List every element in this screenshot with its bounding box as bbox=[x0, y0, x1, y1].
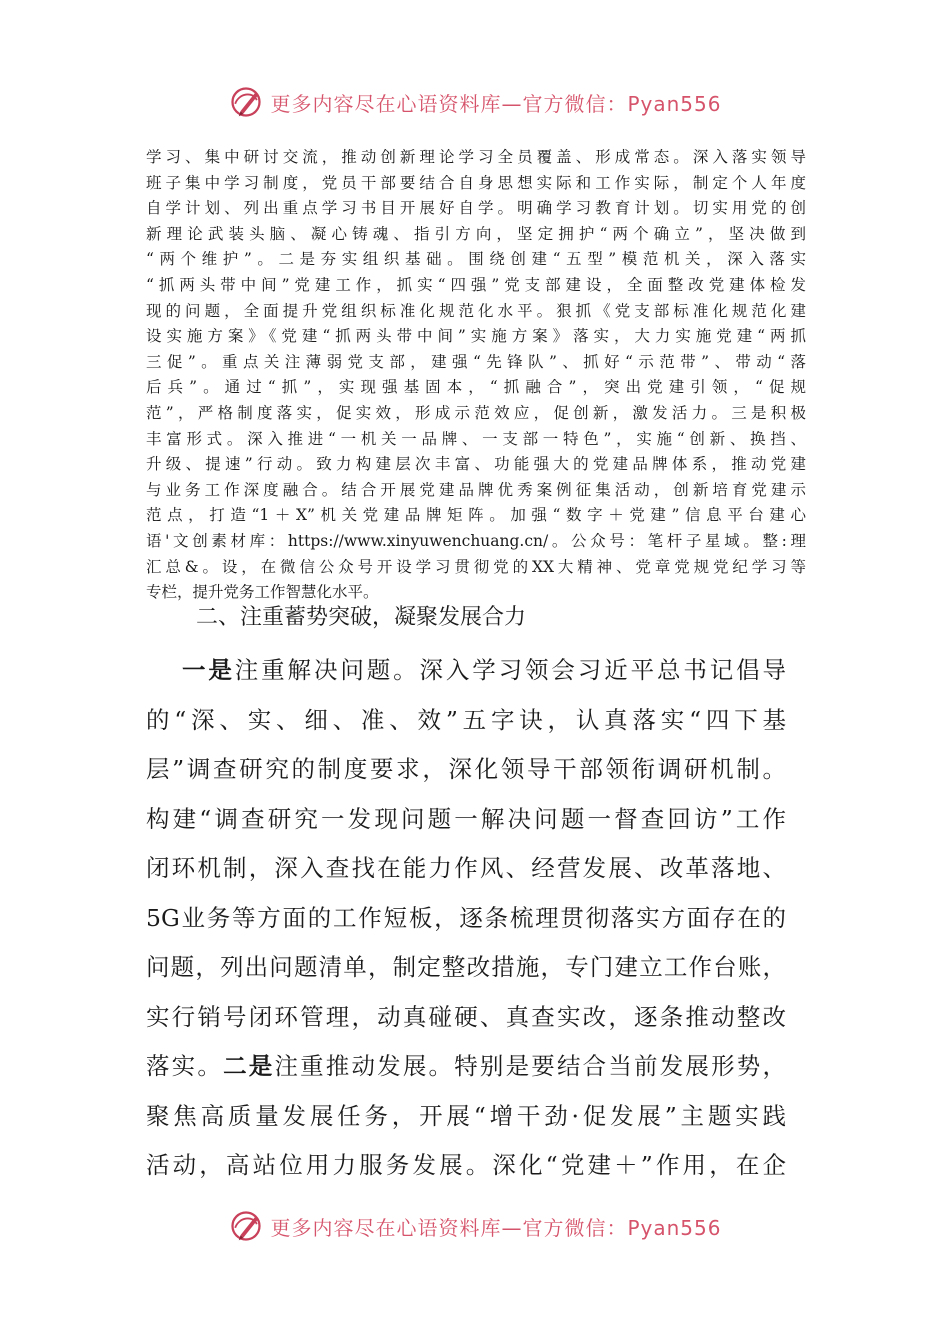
pen-swirl-logo-icon bbox=[228, 84, 264, 120]
text-line: 现的问题，全面提升党组织标准化规范化水平。狠抓《党支部标准化规范化建 bbox=[146, 301, 806, 320]
text-line: 构建“调查研究一发现问题一解决问题一督查回访”工作 bbox=[146, 804, 786, 833]
text-line: 聚焦高质量发展任务，开展“增干劲·促发展”主题实践 bbox=[146, 1101, 786, 1130]
text-line: 汇总&。设，在微信公众号开设学习贯彻党的XX大精神、党章党规党纪学习等 bbox=[146, 557, 806, 576]
text-line: 范”，严格制度落实，促实效，形成示范效应，促创新，激发活力。三是积极 bbox=[146, 403, 806, 422]
text-line: 丰富形式。深入推进“一机关一品牌、一支部一特色”，实施“创新、换挡、 bbox=[146, 429, 806, 448]
header-banner bbox=[0, 82, 950, 122]
footer-banner bbox=[0, 1206, 950, 1246]
text-line: 升级、提速”行动。致力构建层次丰富、功能强大的党建品牌体系，推动党建 bbox=[146, 455, 806, 474]
pen-swirl-logo-icon bbox=[228, 1208, 264, 1244]
text-run: 落实。 bbox=[146, 1052, 224, 1080]
text-line: “两个维护”。二是夯实组织基础。围绕创建“五型”模范机关，深入落实 bbox=[146, 250, 806, 269]
text-line: “抓两头带中间”党建工作，抓实“四强”党支部建设，全面整改党建体检发 bbox=[146, 275, 806, 294]
text-line: 学习、集中研讨交流，推动创新理论学习全员覆盖、形成常态。深入落实领导 bbox=[146, 148, 806, 166]
paragraph-main bbox=[146, 646, 786, 1191]
text-line: 与业务工作深度融合。结合开展党建品牌优秀案例征集活动，创新培育党建示 bbox=[146, 480, 806, 499]
bold-marker: 一是 bbox=[182, 656, 235, 684]
banner-text: 更多内容尽在心语资料库—官方微信：Pyan556 bbox=[270, 91, 722, 116]
text-line: 的“深、实、细、准、效”五字诀，认真落实“四下基 bbox=[146, 705, 786, 734]
text-line: 专栏，提升党务工作智慧化水平。 bbox=[146, 583, 379, 602]
text-line: 设实施方案》《党建“抓两头带中间”实施方案》落实，大力实施党建“两抓 bbox=[146, 327, 806, 346]
text-line: 5G业务等方面的工作短板，逐条梳理贯彻落实方面存在的 bbox=[146, 903, 786, 932]
text-line: 三促”。重点关注薄弱党支部，建强“先锋队”、抓好“示范带”、带动“落 bbox=[146, 352, 806, 371]
text-line: 后兵”。通过“抓”，实现强基固本，“抓融合”，突出党建引领，“促规 bbox=[146, 378, 806, 397]
text-line: 范点，打造“1＋X”机关党建品牌矩阵。加强“数字＋党建”信息平台建心 bbox=[146, 506, 806, 525]
text-line-first bbox=[146, 646, 786, 696]
text-line: 语'文创素材库：https://www.xinyuwenchuang.cn/。公众号：笔杆子星域。整:理 bbox=[146, 531, 806, 550]
text-run: 注重解决问题。深入学习领会习近平总书记倡导 bbox=[234, 656, 787, 684]
section-heading: 二、注重蓄势突破，凝聚发展合力 bbox=[196, 605, 527, 630]
text-run: 注重推动发展。特别是要结合当前发展形势， bbox=[274, 1052, 786, 1080]
text-line: 闭环机制，深入查找在能力作风、经营发展、改革落地、 bbox=[146, 854, 786, 882]
text-line: 自学计划、列出重点学习书目开展好自学。明确学习教育计划。切实用党的创 bbox=[146, 199, 806, 218]
bold-marker: 二是 bbox=[223, 1052, 275, 1080]
text-line: 实行销号闭环管理，动真碰硬、真查实改，逐条推动整改 bbox=[146, 1002, 786, 1031]
banner-text: 更多内容尽在心语资料库—官方微信：Pyan556 bbox=[270, 1215, 722, 1240]
text-line: 活动，高站位用力服务发展。深化“党建＋”作用，在企 bbox=[146, 1151, 786, 1179]
text-line: 问题，列出问题清单，制定整改措施，专门建立工作台账， bbox=[146, 953, 786, 981]
text-line: 新理论武装头脑、凝心铸魂、指引方向，坚定拥护“两个确立”，坚决做到 bbox=[146, 224, 806, 243]
text-line: 层”调查研究的制度要求，深化领导干部领衔调研机制。 bbox=[146, 755, 786, 783]
text-line: 班子集中学习制度，党员干部要结合自身思想实际和工作实际，制定个人年度 bbox=[146, 173, 806, 192]
text-line-mixed bbox=[146, 1042, 786, 1092]
paragraph-continued bbox=[146, 145, 806, 606]
